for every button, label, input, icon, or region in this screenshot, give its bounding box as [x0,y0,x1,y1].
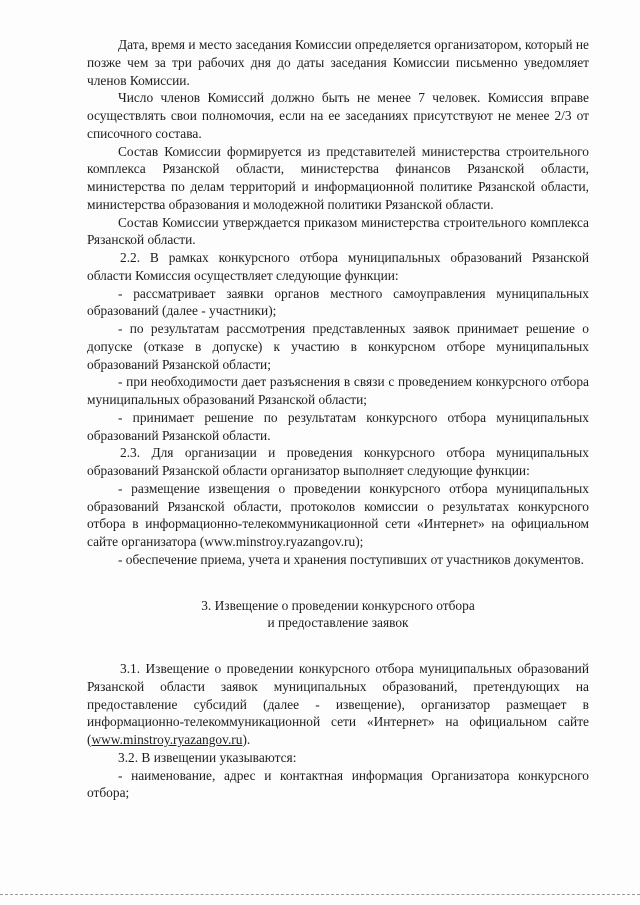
paragraph-meeting-date: Дата, время и место заседания Комиссии определяется организатором, который не позже чем за три рабочих дня до даты заседания Комиссии письменно уведомляет членов Комиссии. [87,37,589,88]
paragraph-2-2: 2.2. В рамках конкурсного отбора муниципальных образований Рязанской области Комиссия осуществляет следующие функции: [87,250,589,283]
section-heading-line-2: и предоставление заявок [267,615,409,631]
section-heading-line-1: 3. Извещение о проведении конкурсного отбора [201,597,475,613]
paragraph-commission-size: Число членов Комиссий должно быть не менее 7 человек. Комиссия вправе осуществлять свои полномочия, если на ее заседаниях присутствуют не менее 2/3 от списочного состава. [87,90,589,141]
official-site-link[interactable]: www.minstroy.ryazangov.ru [91,732,243,747]
section-heading-3 [87,597,589,633]
list-item-results-decision: - принимает решение по результатам конкурсного отбора муниципальных образований Рязанской области. [87,409,589,443]
paragraph-2-3: 2.3. Для организации и проведения конкурсного отбора муниципальных образований Рязанской области организатор выполняет следующие функции: [87,445,589,478]
paragraph-3-1-text: 3.1. Извещение о проведении конкурсного отбора муниципальных образований Рязанской области заявок муниципальных образований, претендующих на предоставление субсидий (далее - извещение), организатор размещает в информационно-телекоммуникационной сети «Интернет» на официальном сайте ( [87,661,589,747]
list-item-clarifications: - при необходимости дает разъяснения в связи с проведением конкурсного отбора муниципальных образований Рязанской области; [87,374,589,407]
paragraph-3-2: 3.2. В извещении указываются: [118,749,297,765]
list-item-organizer-info: - наименование, адрес и контактная информация Организатора конкурсного отбора; [87,767,589,801]
list-item-admission-decision: - по результатам рассмотрения представленных заявок принимает решение о допуске (отказе в допуске) к участию в конкурсном отборе муниципальных образований Рязанской области; [87,321,589,372]
paragraph-3-1 [87,660,589,749]
page-bottom-edge [0,894,640,896]
paragraph-commission-composition: Состав Комиссии формируется из представителей министерства строительного комплекса Рязанской области, министерства финансов Рязанской области, министерства по делам территорий и информационной политике Рязанской области, министерства образования и молодежной политики Рязанской области. [87,143,589,212]
paragraph-commission-approval: Состав Комиссии утверждается приказом министерства строительного комплекса Рязанской области. [87,214,589,248]
list-item-document-handling: - обеспечение приема, учета и хранения поступивших от участников документов. [118,551,584,567]
document-body [87,36,589,802]
list-item-publication: - размещение извещения о проведении конкурсного отбора муниципальных образований Рязанской области, протоколов комиссии о результатах конкурсного отбора в информационно-телекоммуникационной сети «Интернет» на официальном сайте организатора (www.minstroy.ryazangov.ru); [87,480,589,549]
list-item-review-applications: - рассматривает заявки органов местного самоуправления муниципальных образований (далее - участники); [87,285,589,319]
paragraph-3-1-end: ). [242,732,251,747]
